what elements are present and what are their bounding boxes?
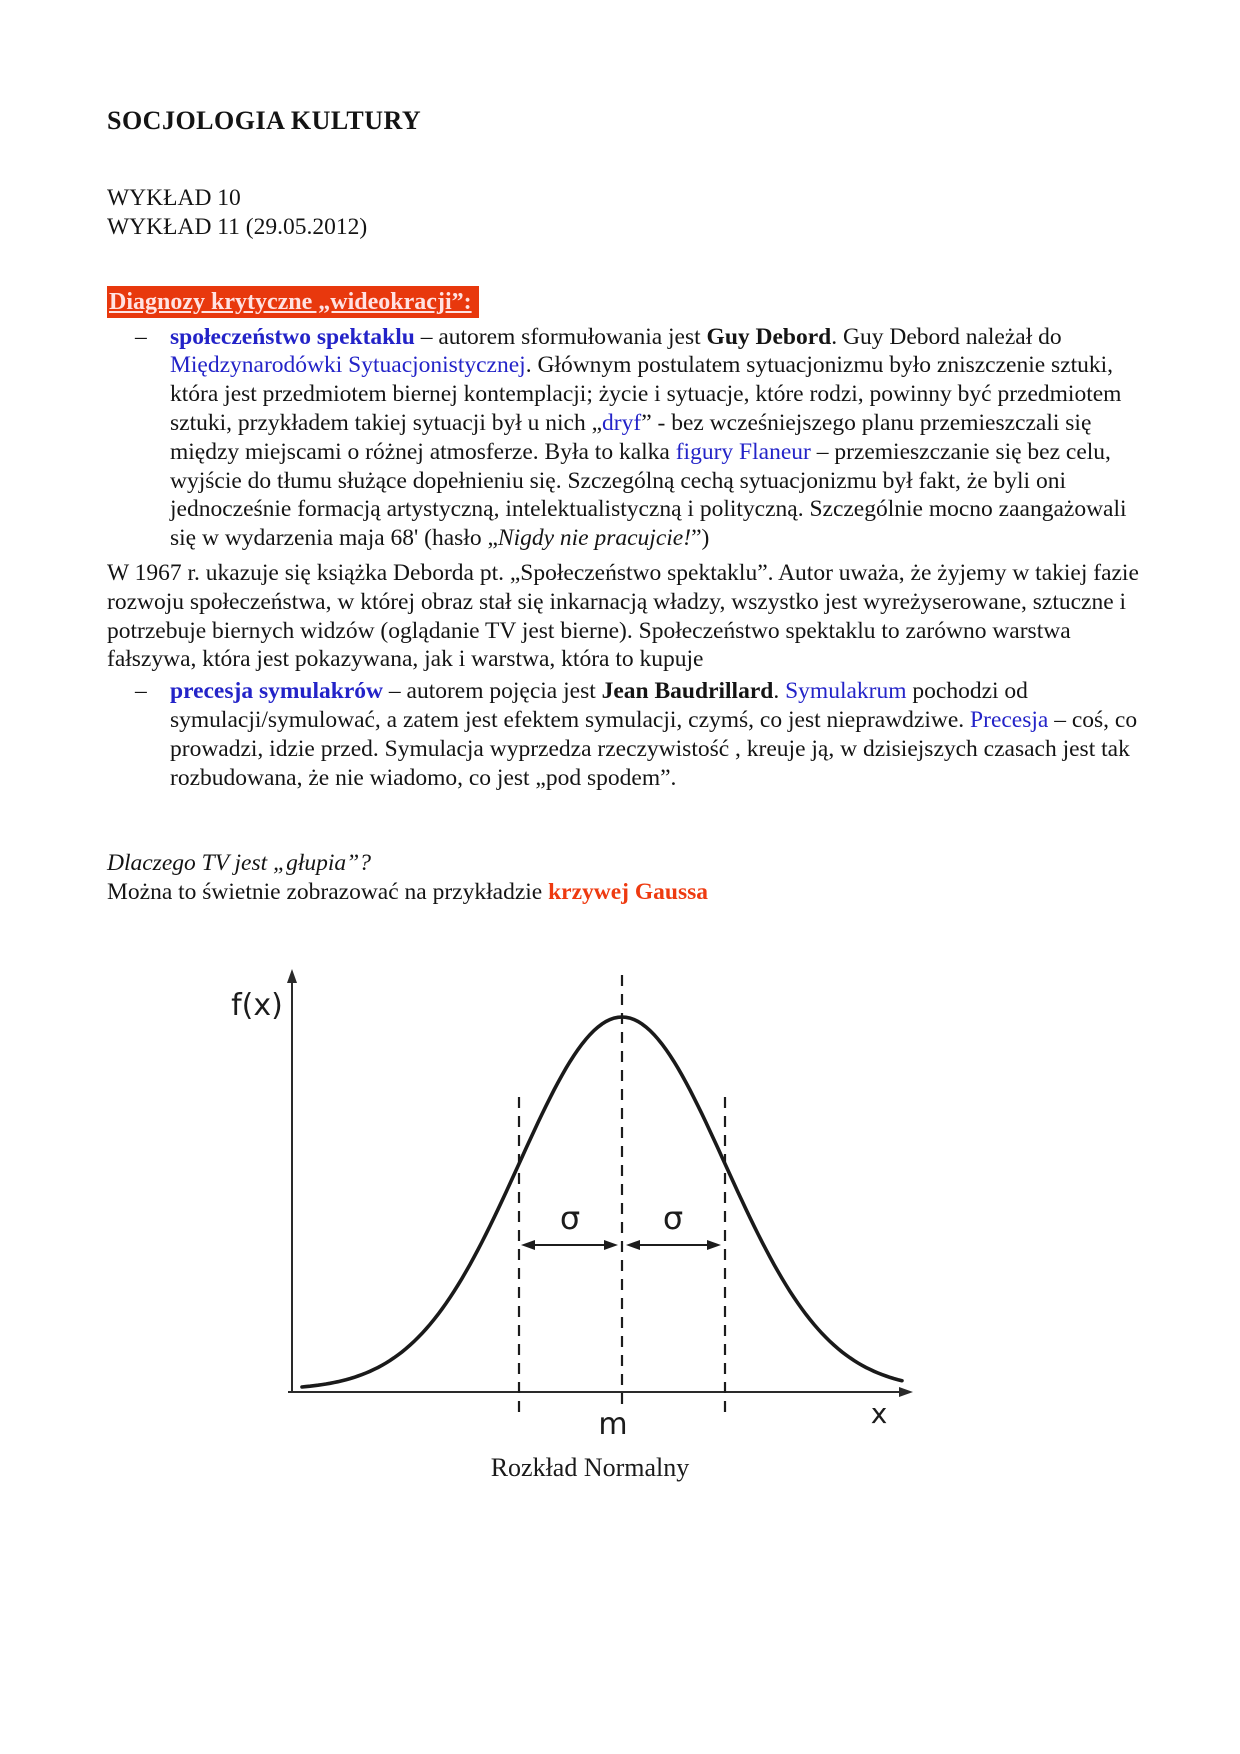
link-symulakrum[interactable]: Symulakrum [785, 678, 907, 705]
bullet-item-text [170, 324, 1127, 552]
lecture-list [107, 184, 1140, 242]
normal-distribution-figure [185, 967, 925, 1483]
text-segment: . [773, 678, 786, 705]
question-why-tv-stupid: Dlaczego TV jest „głupia”? [107, 850, 371, 877]
bullet-dash: – [135, 323, 147, 350]
text-segment: pochodzi od symulacji/symulować, a zatem jest efektem symulacji, czymś, co jest nieprawdziwe. [170, 678, 1028, 733]
figure-caption: Rozkład Normalny [490, 1452, 690, 1482]
text-segment: . Głównym postulatem sytuacjonizmu było zniszczenie sztuki, która jest przedmiotem biernej kontemplacji; życie i sytuacje, które rodzi, powinny być przedmiotem sztuki, przykładem takiej sytuacji był u nich „ [170, 352, 1122, 436]
term-krzywa-gaussa: krzywej Gaussa [548, 879, 709, 906]
y-axis-label: f(x) [231, 987, 283, 1023]
x-axis-label: x [870, 1396, 888, 1430]
section-heading-highlighted: Diagnozy krytyczne „wideokracji”: [107, 286, 479, 318]
lecture-line-2: WYKŁAD 11 (29.05.2012) [107, 213, 368, 240]
link-dryf[interactable]: dryf [602, 409, 642, 436]
y-axis-arrow-icon [287, 969, 297, 983]
mean-label: m [598, 1406, 628, 1437]
text-segment: Można to świetnie zobrazować na przykładzie [107, 879, 549, 906]
link-precesja[interactable]: Precesja [970, 706, 1049, 733]
arrow-head-icon [626, 1240, 640, 1250]
bullet-item-text [170, 678, 1137, 790]
gaussian-curve-diagram [185, 967, 925, 1437]
text-segment: ” - bez wcześniejszego planu przemieszczali się między miejscami o różnej atmosferze. Była to kalka [170, 409, 1092, 465]
term-spoleczenstwo-spektaklu: społeczeństwo spektaklu [170, 323, 415, 350]
link-miedzynarodowka-sytuacjonistyczna[interactable]: Międzynarodówki Sytuacjonistycznej [170, 352, 526, 379]
gauss-intro-line [107, 878, 1140, 907]
name-jean-baudrillard: Jean Baudrillard [601, 678, 774, 705]
name-guy-debord: Guy Debord [706, 323, 832, 350]
text-segment: – przemieszczanie się bez celu, wyjście do tłumu służące dopełnieniu się. Szczególną cechą sytuacjonizmu był fakt, że byli oni jednocześnie formacją artystyczną, intelektualistyczną i polityczną. Szczególnie mocno zaangażowali się w wydarzenia maja 68' (hasło „ [170, 438, 1127, 552]
gaussian-curve [302, 1017, 902, 1387]
text-segment: – coś, co prowadzi, idzie przed. Symulacja wyprzedza rzeczywistość , kreuje ją, w dzisiejszych czasach jest tak rozbudowana, że nie wiadomo, co jest „pod spodem”. [170, 706, 1138, 791]
link-figura-flaneur[interactable]: figury Flaneur [675, 438, 811, 465]
bullet-item-society-of-spectacle [107, 323, 1140, 553]
bullet-list-2 [107, 677, 1140, 792]
text-segment: – autorem sformułowania jest [414, 323, 707, 350]
arrow-head-icon [604, 1240, 618, 1250]
term-precesja-symulakrow: precesja symulakrów [170, 678, 384, 705]
bullet-dash: – [135, 678, 147, 705]
slogan-nigdy-nie-pracujcie: Nigdy nie pracujcie! [497, 525, 692, 552]
paragraph-1967: W 1967 r. ukazuje się książka Deborda pt. „Społeczeństwo spektaklu”. Autor uważa, że żyjemy w takiej fazie rozwoju społeczeństwa, w której obraz stał się inkarnacją władzy, wszystko jest wyreżyserowane, sztuczne i potrzebuje biernych widzów (oglądanie TV jest bierne). Społeczeństwo spektaklu to zarówno warstwa fałszywa, która jest pokazywana, jak i warstwa, która to kupuje [107, 559, 1139, 673]
text-segment: – autorem pojęcia jest [383, 678, 602, 705]
bullet-item-precession-of-simulacra [107, 677, 1140, 792]
sigma-label-right: σ [662, 1198, 684, 1237]
x-axis-arrow-icon [899, 1387, 913, 1397]
arrow-head-icon [521, 1240, 535, 1250]
bullet-list-1 [107, 323, 1140, 553]
arrow-head-icon [707, 1240, 721, 1250]
text-segment: . Guy Debord należał do [831, 323, 1062, 350]
sigma-label-left: σ [559, 1198, 581, 1237]
question-block [107, 849, 1140, 907]
text-segment: ”) [691, 525, 710, 552]
lecture-line-1: WYKŁAD 10 [107, 185, 241, 211]
document-title: SOCJOLOGIA KULTURY [107, 106, 422, 135]
